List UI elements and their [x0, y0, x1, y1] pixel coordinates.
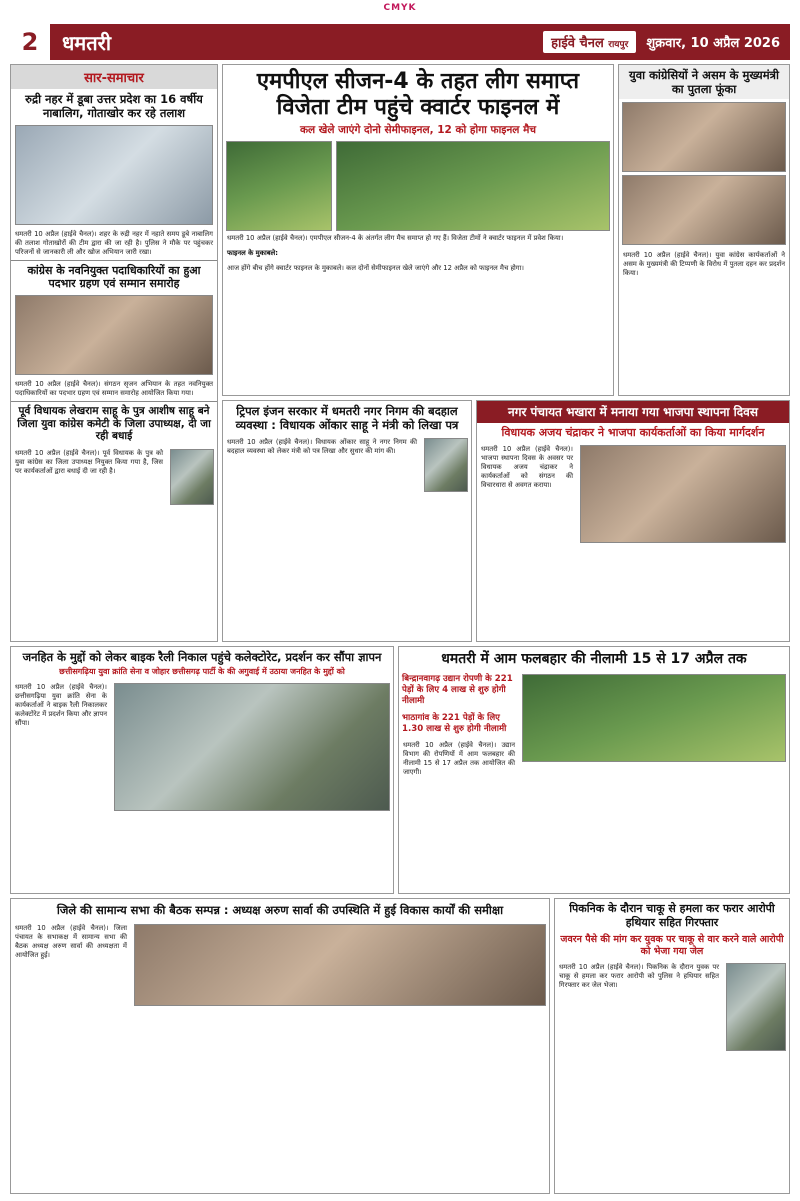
- article-body: धमतरी 10 अप्रैल (हाईवे चैनल)। छत्तीसगढ़िया युवा क्रांति सेना के कार्यकर्ताओं ने बाइक रैली निकालकर कलेक्टोरेट में प्रदर्शन किया और ज्ञापन सौंपा।: [15, 683, 107, 728]
- article-body: आज होंगे बीच होंगे क्वार्टर फाइनल के मुकाबले। कल दोनों सेमीफाइनल खेले जाएंगे और 12 अप्रैल को फाइनल मैच होगा।: [227, 264, 524, 273]
- headline: एमपीएल सीजन-4 के तहत लीग समाप्त: [256, 69, 580, 94]
- cmyk-mark: CMYK: [383, 3, 417, 13]
- briefs-column: [10, 64, 218, 642]
- article-body: धमतरी 10 अप्रैल (हाईवे चैनल)। विधायक ओंकार साहू ने नगर निगम की बदहाल व्यवस्था को लेकर मंत्री को पत्र लिखा और सुधार की मांग की।: [227, 438, 417, 456]
- event-photo: [580, 445, 786, 543]
- headline: जिले की सामान्य सभा की बैठक सम्पन्न : अध्यक्ष अरुण सार्वा की उपस्थिति में हुई विकास कार्यों की समीक्षा: [56, 903, 504, 917]
- headline: धमतरी में आम फलबहार की नीलामी 15 से 17 अप्रैल तक: [441, 651, 747, 667]
- subheadline: कल खेले जाएंगे दोनो सेमीफाइनल, 12 को होगा फाइनल मैच: [299, 124, 537, 136]
- article-body: धमतरी 10 अप्रैल (हाईवे चैनल)। उद्यान विभाग की रोपणियों में आम फलबहार की नीलामी 15 से 17 अप्रैल तक आयोजित की जाएगी।: [403, 741, 515, 777]
- article-body: धमतरी 10 अप्रैल (हाईवे चैनल)। जिला पंचायत के सभाकक्ष में सामान्य सभा की बैठक अध्यक्ष अरुण सार्वा की अध्यक्षता में आयोजित हुई।: [15, 924, 127, 960]
- article-body: धमतरी 10 अप्रैल (हाईवे चैनल)। भाजपा स्थापना दिवस के अवसर पर विधायक अजय चंद्राकर ने कार्यकर्ताओं को संगठन की विचारधारा से अवगत कराया।: [481, 445, 573, 490]
- section-label: सार-समाचार: [11, 65, 217, 89]
- masthead: [10, 24, 790, 60]
- article-body: धमतरी 10 अप्रैल (हाईवे चैनल)। एमपीएल सीजन-4 के अंतर्गत लीग मैच समाप्त हो गए हैं। विजेता टीमों ने क्वार्टर फाइनल में प्रवेश किया।: [227, 234, 564, 242]
- auction-story: [398, 646, 790, 894]
- youth-congress-story: [618, 64, 790, 396]
- cricket-photo: [336, 141, 610, 231]
- meeting-photo: [134, 924, 546, 1006]
- page-number: 2: [10, 24, 50, 60]
- headline: पूर्व विधायक लेखराम साहू के पुत्र आशीष साहू बने जिला युवा कांग्रेस कमेटी के जिला उपाध्यक्ष, दी जा रही बधाई: [11, 401, 217, 446]
- protest-photo: [622, 175, 786, 245]
- headline: युवा कांग्रेसियों ने असम के मुख्यमंत्री का पुतला फूंका: [619, 65, 789, 99]
- article-body: धमतरी 10 अप्रैल (हाईवे चैनल)। युवा कांग्रेस कार्यकर्ताओं ने असम के मुख्यमंत्री की टिप्पणी के विरोध में पुतला दहन कर प्रदर्शन किया।: [623, 251, 785, 278]
- rally-story: [10, 646, 394, 894]
- pointer-2: भाठागांव के 221 पेड़ों के लिए 1.30 लाख से शुरु होगी नीलामी: [402, 713, 507, 734]
- headline: रुद्री नहर में डूबा उत्तर प्रदेश का 16 वर्षीय नाबालिग, गोताखोर कर रहे तलाश: [25, 92, 203, 120]
- article-body: धमतरी 10 अप्रैल (हाईवे चैनल)। पिकनिक के दौरान युवक पर चाकू से हमला कर फरार आरोपी को पुलिस ने हथियार सहित गिरफ्तार कर जेल भेजा।: [559, 963, 719, 990]
- subheadline: छत्तीसगढ़िया युवा क्रांति सेना व जोहार छत्तीसगढ़ पार्टी के की अगुवाई में उठाया जनहित के मुद्दों को: [59, 667, 345, 676]
- article-body: धमतरी 10 अप्रैल (हाईवे चैनल)। शहर के रुद्री नहर में नहाते समय डूबे नाबालिग की तलाश गोताखोरों की टीम द्वारा की जा रही है। पुलिस ने मौके पर पहुंचकर परिजनों से जानकारी ली और खोज अभियान जारी रखा।: [15, 230, 213, 257]
- rally-photo: [114, 683, 390, 811]
- protest-photo: [622, 102, 786, 172]
- subheadline: जवरन पैसे की मांग कर युवक पर चाकू से वार करने वाले आरोपी को भेजा गया जेल: [560, 934, 784, 957]
- pointer-1: बिन्द्रानवागढ़ उद्यान रोपणी के 221 पेड़ों के लिए 4 लाख से शुरु होगी नीलामी: [402, 674, 513, 706]
- issue-date: शुक्रवार, 10 अप्रैल 2026: [646, 36, 780, 51]
- headline: ट्रिपल इंजन सरकार में धमतरी नगर निगम की बदहाल: [236, 404, 458, 418]
- portrait-photo: [170, 449, 214, 505]
- article-body: धमतरी 10 अप्रैल (हाईवे चैनल)। संगठन सृजन अभियान के तहत नवनियुक्त पदाधिकारियों का पदभार ग्रहण एवं सम्मान समारोह आयोजित किया गया।: [15, 380, 213, 398]
- article-body: धमतरी 10 अप्रैल (हाईवे चैनल)। पूर्व विधायक के पुत्र को युवा कांग्रेस का जिला उपाध्यक्ष नियुक्त किया गया है, जिस पर कार्यकर्ताओं द्वारा बधाई दी जा रही है।: [15, 448, 163, 476]
- canal-photo: [15, 125, 213, 225]
- headline: कांग्रेस के नवनियुक्त पदाधिकारियों का हुआ पदभार ग्रहण एवं सम्मान समारोह: [11, 260, 217, 293]
- cricket-photo: [226, 141, 332, 231]
- headline: विजेता टीम पहुंचे क्वार्टर फाइनल में: [276, 95, 560, 120]
- mpl-story: [222, 64, 614, 396]
- mla-portrait: [424, 438, 468, 492]
- headline: नगर पंचायत भखारा में मनाया गया भाजपा स्थापना दिवस: [477, 401, 789, 423]
- headline: पिकनिक के दौरान चाकू से हमला कर फरार आरोपी हथियार सहित गिरफ्तार: [569, 902, 775, 929]
- sabha-story: [10, 898, 550, 1194]
- congress-photo: [15, 295, 213, 375]
- headline: जनहित के मुद्दों को लेकर बाइक रैली निकाल पहुंचे कलेक्टोरेट, प्रदर्शन कर सौंपा ज्ञापन: [22, 650, 382, 664]
- headline: व्यवस्था : विधायक ओंकार साहू ने मंत्री को लिखा पत्र: [235, 418, 459, 432]
- municipal-story: [222, 400, 472, 642]
- bjp-story: [476, 400, 790, 642]
- brand-logo: हाईवे चैनल रायपुर: [543, 31, 636, 53]
- section-title: धमतरी: [62, 30, 112, 55]
- accused-photo: [726, 963, 786, 1051]
- subheadline: विधायक अजय चंद्राकर ने भाजपा कार्यकर्ताओं का किया मार्गदर्शन: [501, 426, 765, 439]
- subhead: फाइनल के मुकाबले:: [227, 249, 278, 258]
- crime-story: [554, 898, 790, 1194]
- mango-photo: [522, 674, 786, 762]
